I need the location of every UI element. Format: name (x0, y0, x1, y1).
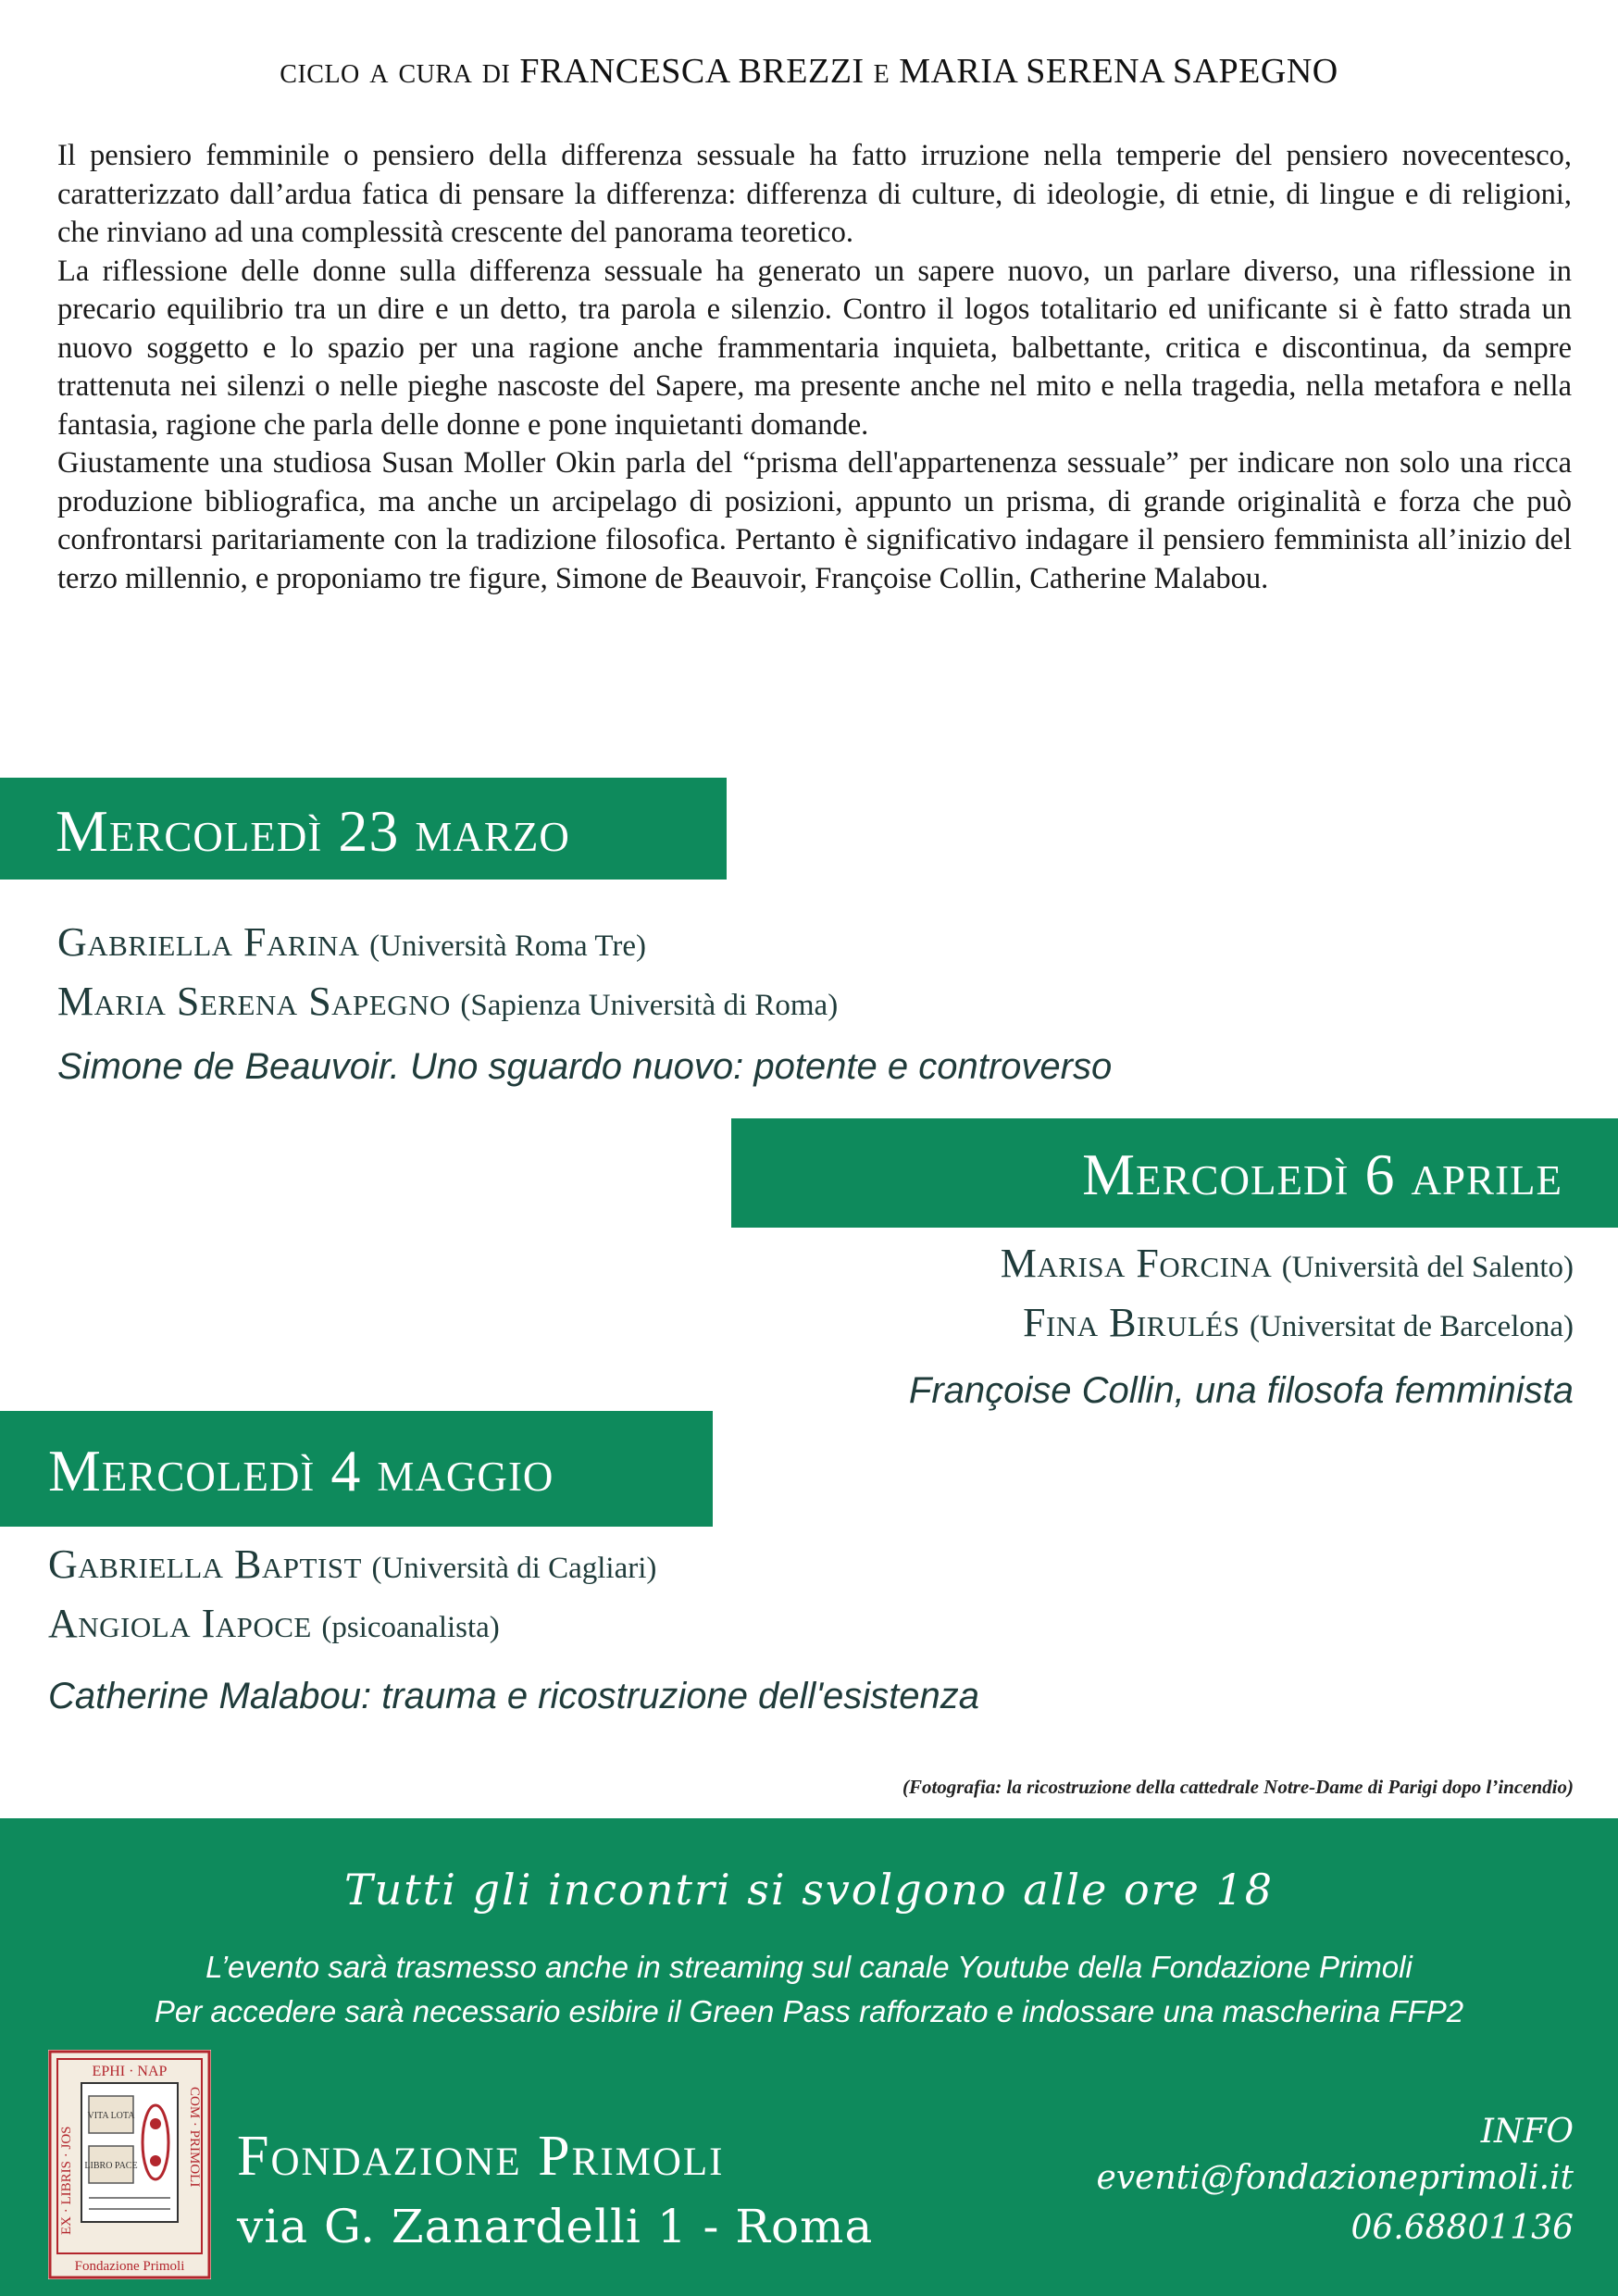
organization-address: via G. Zanardelli 1 - Roma (237, 2200, 874, 2253)
event-1-date-banner (0, 778, 727, 880)
access-note: Per accedere sarà necessario esibire il Green Pass rafforzato e indossare una mascherina FFP2 (154, 1994, 1464, 2028)
info-label: INFO (1480, 2113, 1574, 2151)
event-3-speakers (48, 1537, 656, 1655)
svg-text:Fondazione Primoli: Fondazione Primoli (74, 2259, 185, 2274)
event-3-date: Mercoledì 4 maggio (48, 1438, 554, 1504)
event-2-date: Mercoledì 6 aprile (1082, 1142, 1562, 1207)
streaming-note: L’evento sarà trasmesso anche in streaming sul canale Youtube della Fondazione Primoli (205, 1950, 1413, 1984)
curators-conj: e (873, 49, 890, 91)
svg-text:EX · LIBRIS · JOS: EX · LIBRIS · JOS (59, 2126, 74, 2235)
intro-paragraph-2: La riflessione delle donne sulla differenza sessuale ha generato un sapere nuovo, un parlare diverso, una riflessione in precario equilibrio tra un dire e un detto, tra parola e silenzio. Contro il logos totalitario ed unificante si è fatto strada un nuovo soggetto e lo spazio per una ragione anche frammentaria inquieta, balbettante, critica e discontinua, da sempre trattenuta nei silenzi o nelle pieghe nascoste del Sapere, ma presente anche nel mito e nella tragedia, nella metafora e nella fantasia, ragione che parla delle donne e pone inquietanti domande. (57, 254, 1572, 442)
curators-prefix: ciclo a cura di (280, 49, 511, 91)
event-2-title: Françoise Collin, una filosofa femminista (908, 1370, 1574, 1411)
speaker: Fina Birulés (Universitat de Barcelona) (1023, 1300, 1574, 1345)
event-1-title: Simone de Beauvoir. Uno sguardo nuovo: potente e controverso (57, 1046, 1113, 1087)
event-2-date-banner (731, 1118, 1618, 1228)
speaker: Marisa Forcina (Università del Salento) (1000, 1241, 1574, 1286)
speaker: Maria Serena Sapegno (Sapienza Università di Roma) (57, 979, 839, 1024)
speaker: Gabriella Farina (Università Roma Tre) (57, 919, 646, 965)
curator-1: FRANCESCA BREZZI (519, 52, 865, 91)
event-3-date-banner (0, 1411, 713, 1527)
organization-name: Fondazione Primoli (237, 2125, 725, 2188)
time-note: Tutti gli incontri si svolgono alle ore 18 (343, 1865, 1275, 1915)
speaker: Angiola Iapoce (psicoanalista) (48, 1601, 500, 1646)
photo-credit: (Fotografia: la ricostruzione della cattedrale Notre-Dame di Parigi dopo l’incendio) (902, 1776, 1574, 1798)
contact-phone[interactable]: 06.68801136 (1350, 2209, 1574, 2247)
event-3-title: Catherine Malabou: trauma e ricostruzione dell'esistenza (48, 1676, 979, 1716)
footer (0, 1818, 1618, 2296)
ex-libris-icon (48, 2050, 211, 2279)
svg-text:VITA LOTA: VITA LOTA (87, 2111, 135, 2121)
intro-paragraph-1: Il pensiero femminile o pensiero della differenza sessuale ha fatto irruzione nella temperie del pensiero novecentesco, caratterizzato dall’ardua fatica di pensare la differenza: differenza di culture, di ideologie, di etnie, di lingue e di religioni, che rinviano ad una complessità crescente del panorama teoretico. (57, 139, 1572, 249)
intro-paragraph-3: Giustamente una studiosa Susan Moller Okin parla del “prisma dell'appartenenza sessuale” per indicare non solo una ricca produzione bibliografica, ma anche un arcipelago di posizioni, appunto un prisma, di grande originalità e forza che può confrontarsi paritariamente con la tradizione filosofica. Pertanto è significativo indagare il pensiero femminista all’inizio del terzo millennio, e proponiamo tre figure, Simone de Beauvoir, Françoise Collin, Catherine Malabou. (57, 446, 1572, 595)
speaker: Gabriella Baptist (Università di Cagliari) (48, 1541, 657, 1587)
intro-text (57, 137, 1572, 598)
svg-text:LIBRO PACE: LIBRO PACE (84, 2161, 138, 2171)
event-2-speakers (1001, 1236, 1574, 1354)
svg-text:EPHI · NAP: EPHI · NAP (92, 2064, 168, 2079)
svg-text:COM · PRIMOLI: COM · PRIMOLI (187, 2087, 202, 2188)
contact-email[interactable]: eventi@fondazioneprimoli.it (1096, 2159, 1574, 2197)
event-1-date: Mercoledì 23 marzo (56, 798, 570, 864)
curators-line (0, 48, 1618, 92)
curator-2: MARIA SERENA SAPEGNO (899, 52, 1338, 91)
ex-libris-logo (48, 2050, 211, 2279)
event-1-speakers (57, 915, 838, 1033)
